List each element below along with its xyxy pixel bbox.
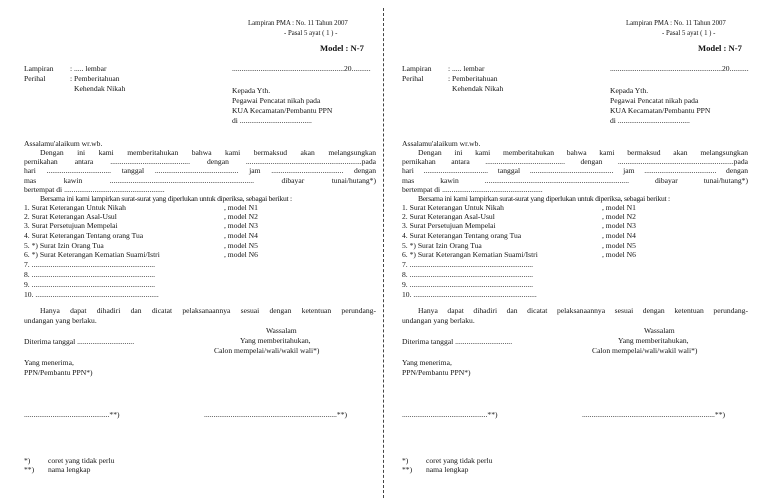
list-item: 9. ................................................................. — [402, 280, 534, 289]
di: di ...................................... — [610, 116, 690, 125]
calon-mempelai: Calon mempelai/wali/wakil wali*) — [592, 346, 698, 355]
footnote-2-text: nama lengkap — [426, 465, 469, 474]
footnote-2-mark: **) — [402, 465, 413, 474]
list-item: 8. ................................................................. — [402, 270, 534, 279]
lampiran-header: Lampiran PMA : No. 11 Tahun 2007 — [626, 20, 726, 27]
list-item: 3. Surat Persetujuan Mempelai — [24, 221, 118, 230]
salam: Assalamu'alaikum wr.wb. — [24, 139, 103, 148]
para1-line3: hari .................................. tanggal ............................................ jam ...................................... dengan — [402, 166, 748, 175]
salam: Assalamu'alaikum wr.wb. — [402, 139, 481, 148]
diterima-tanggal: Diterima tanggal .............................. — [24, 337, 135, 346]
list-item: 5. *) Surat Izin Orang Tua — [24, 241, 104, 250]
list-item: 8. ................................................................. — [24, 270, 156, 279]
list-item: 7. ................................................................. — [24, 260, 156, 269]
list-item-model: , model N5 — [602, 241, 636, 250]
calon-mempelai: Calon mempelai/wali/wakil wali*) — [214, 346, 320, 355]
para1-line1: Dengan ini kami memberitahukan bahwa kami bermaksud akan melangsungkan — [418, 148, 748, 157]
list-item: 7. ................................................................. — [402, 260, 534, 269]
model-code: Model : N-7 — [320, 43, 364, 53]
perihal-value-1: : Pemberitahuan — [448, 74, 498, 83]
para1-line3: hari .................................. tanggal ............................................ jam ...................................... dengan — [24, 166, 376, 175]
cut-line-divider — [383, 8, 384, 498]
signature-line-receiver: .............................................**) — [402, 410, 498, 419]
para1-line5: bertempat di ..................................................... — [24, 185, 165, 194]
para1-line5: bertempat di ..................................................... — [402, 185, 543, 194]
kua: KUA Kecamatan/Pembantu PPN — [232, 106, 333, 115]
list-item-model: , model N3 — [602, 221, 636, 230]
diterima-tanggal: Diterima tanggal .............................. — [402, 337, 513, 346]
perihal-value-1: : Pemberitahuan — [70, 74, 120, 83]
list-item-model: , model N2 — [224, 212, 258, 221]
list-item: 6. *) Surat Keterangan Kematian Suami/Istri — [24, 250, 160, 259]
list-item: 3. Surat Persetujuan Mempelai — [402, 221, 496, 230]
list-item: 4. Surat Keterangan Tentang orang Tua — [402, 231, 522, 240]
form-copy-right — [396, 0, 756, 501]
yang-memberitahukan: Yang memberitahukan, — [240, 336, 311, 345]
footnote-1-mark: *) — [402, 456, 409, 465]
perihal-label: Perihal — [24, 74, 46, 83]
list-item: 9. ................................................................. — [24, 280, 156, 289]
para2: Bersama ini kami lampirkan surat-surat yang diperlukan untuk diperiksa, sebagai berikut : — [418, 194, 670, 203]
kepada: Kepada Yth. — [610, 86, 649, 95]
para2: Bersama ini kami lampirkan surat-surat yang diperlukan untuk diperiksa, sebagai berikut : — [40, 194, 292, 203]
list-item: 5. *) Surat Izin Orang Tua — [402, 241, 482, 250]
lampiran-label: Lampiran — [24, 64, 54, 73]
lampiran-header: Lampiran PMA : No. 11 Tahun 2007 — [248, 20, 348, 27]
pasal-header: - Pasal 5 ayat ( 1 ) - — [284, 30, 338, 37]
para1-line1: Dengan ini kami memberitahukan bahwa kami bermaksud akan melangsungkan — [40, 148, 376, 157]
footnote-1-mark: *) — [24, 456, 31, 465]
lampiran-label: Lampiran — [402, 64, 432, 73]
para3-line2: undangan yang berlaku. — [24, 316, 97, 325]
footnote-1-text: coret yang tidak perlu — [426, 456, 493, 465]
list-item-model: , model N6 — [224, 250, 258, 259]
form-copy-left — [18, 0, 378, 501]
date-line: ...........................................................20.......... — [610, 64, 749, 73]
list-item: 2. Surat Keterangan Asal-Usul — [402, 212, 495, 221]
para1-line2: pernikahan antara .......................................... dengan .............................................................pada — [24, 157, 376, 166]
yang-menerima: Yang menerima, — [402, 358, 452, 367]
perihal-value-2: Kehendak Nikah — [452, 84, 504, 93]
list-item-model: , model N6 — [602, 250, 636, 259]
kua: KUA Kecamatan/Pembantu PPN — [610, 106, 711, 115]
list-item-model: , model N1 — [602, 203, 636, 212]
para1-line4: mas kawin ............................................................................ dibayar tunai/hutang*) — [402, 176, 748, 185]
para3-line1: Hanya dapat dihadiri dan dicatat pelaksanaannya sesuai dengan ketentuan perundang- — [418, 306, 748, 315]
list-item: 4. Surat Keterangan Tentang orang Tua — [24, 231, 144, 240]
pasal-header: - Pasal 5 ayat ( 1 ) - — [662, 30, 716, 37]
pegawai: Pegawai Pencatat nikah pada — [232, 96, 321, 105]
yang-menerima: Yang menerima, — [24, 358, 74, 367]
list-item-model: , model N5 — [224, 241, 258, 250]
list-item-model: , model N1 — [224, 203, 258, 212]
list-item: 10. ................................................................. — [402, 290, 537, 299]
pegawai: Pegawai Pencatat nikah pada — [610, 96, 699, 105]
list-item: 1. Surat Keterangan Untuk Nikah — [402, 203, 504, 212]
signature-line-receiver: .............................................**) — [24, 410, 120, 419]
signature-line-sender: ......................................................................**) — [204, 410, 348, 419]
list-item: 1. Surat Keterangan Untuk Nikah — [24, 203, 126, 212]
yang-memberitahukan: Yang memberitahukan, — [618, 336, 689, 345]
list-item: 6. *) Surat Keterangan Kematian Suami/Istri — [402, 250, 538, 259]
wassalam: Wassalam — [266, 326, 297, 335]
list-item: 10. ................................................................. — [24, 290, 159, 299]
footnote-2-mark: **) — [24, 465, 35, 474]
para1-line2: pernikahan antara .......................................... dengan .............................................................pada — [402, 157, 748, 166]
ppn-label: PPN/Pembantu PPN*) — [24, 368, 93, 377]
list-item-model: , model N4 — [224, 231, 258, 240]
di: di ...................................... — [232, 116, 312, 125]
footnote-2-text: nama lengkap — [48, 465, 91, 474]
list-item-model: , model N2 — [602, 212, 636, 221]
model-code: Model : N-7 — [698, 43, 742, 53]
perihal-label: Perihal — [402, 74, 424, 83]
signature-line-sender: ......................................................................**) — [582, 410, 726, 419]
para3-line1: Hanya dapat dihadiri dan dicatat pelaksanaannya sesuai dengan ketentuan perundang- — [40, 306, 376, 315]
para3-line2: undangan yang berlaku. — [402, 316, 475, 325]
list-item-model: , model N3 — [224, 221, 258, 230]
footnote-1-text: coret yang tidak perlu — [48, 456, 115, 465]
list-item: 2. Surat Keterangan Asal-Usul — [24, 212, 117, 221]
para1-line4: mas kawin ............................................................................ dibayar tunai/hutang*) — [24, 176, 376, 185]
date-line: ...........................................................20.......... — [232, 64, 371, 73]
lampiran-value: : ..... lembar — [70, 64, 107, 73]
perihal-value-2: Kehendak Nikah — [74, 84, 126, 93]
wassalam: Wassalam — [644, 326, 675, 335]
kepada: Kepada Yth. — [232, 86, 271, 95]
list-item-model: , model N4 — [602, 231, 636, 240]
ppn-label: PPN/Pembantu PPN*) — [402, 368, 471, 377]
lampiran-value: : ..... lembar — [448, 64, 485, 73]
